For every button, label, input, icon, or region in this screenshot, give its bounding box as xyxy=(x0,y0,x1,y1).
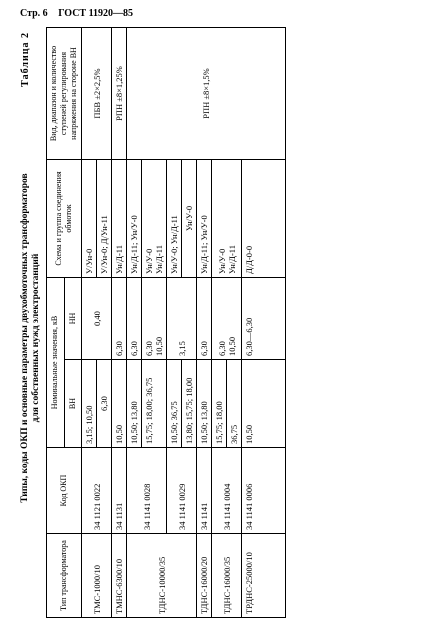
cell-nn: 6,30 xyxy=(197,278,212,360)
cell-okp: 34 1141 0004 xyxy=(212,448,242,534)
cell-vn: 15,75; 18,00; 36,75 xyxy=(142,360,167,448)
cell-nn xyxy=(212,278,242,360)
cell-okp: 34 1141 0028 xyxy=(127,448,167,534)
cell-nn: 6,30—6,30 xyxy=(242,278,286,360)
cell-nn: 3,15 xyxy=(167,278,197,360)
table-title xyxy=(20,58,42,618)
standard-code: ГОСТ 11920—85 xyxy=(58,8,134,19)
cell-regulation: РПН ±8×1,25% xyxy=(112,28,127,160)
cell-type: ТДНС-10000/35 xyxy=(127,534,197,618)
scheme-value: Ун/У-0 xyxy=(144,248,154,274)
cell-vn: 10,50; 13,80 xyxy=(127,360,142,448)
cell-type: ТДНС-16000/35 xyxy=(212,534,242,618)
scheme-value: Ун/Д-11 xyxy=(226,245,237,274)
cell-scheme: Ун/Д-11; Ун/У-0 xyxy=(127,160,142,278)
cell-nn xyxy=(142,278,167,360)
rotated-content xyxy=(20,28,412,618)
table-row xyxy=(127,28,142,618)
cell-okp: 34 1141 0006 xyxy=(242,448,286,534)
cell-okp: 34 1121 0022 xyxy=(82,448,112,534)
cell-scheme xyxy=(142,160,167,278)
cell-scheme: Д/Д-0-0 xyxy=(242,160,286,278)
cell-vn: 13,80; 15,75; 18,00 xyxy=(182,360,197,448)
cell-type: ТМНС-6300/10 xyxy=(112,534,127,618)
cell-vn: 10,50 xyxy=(112,360,127,448)
cell-regulation: РПН ±8×1,5% xyxy=(127,28,286,160)
cell-vn: 10,50; 36,75 xyxy=(167,360,182,448)
page-number: Стр. 6 xyxy=(20,8,48,19)
scheme-value: Ун/У-0 xyxy=(216,248,227,274)
nn-value: 10,50 xyxy=(226,336,237,356)
cell-okp: 34 1141 0029 xyxy=(167,448,197,534)
nn-value: 6,30 xyxy=(216,341,227,356)
col-type: Тип трансформатора xyxy=(47,534,82,618)
header-row xyxy=(47,28,65,618)
cell-scheme: Ун/Д-11; Ун/У-0 xyxy=(197,160,212,278)
cell-type: ТМС-1000/10 xyxy=(82,534,112,618)
nn-value: 10,50 xyxy=(154,336,164,356)
cell-type: ТДНС-16000/20 xyxy=(197,534,212,618)
cell-vn: 36,75 xyxy=(227,360,242,448)
cell-scheme xyxy=(212,160,242,278)
cell-regulation: ПБВ ±2×2,5% xyxy=(82,28,112,160)
col-regulation: Вид, диапазон и количество ступеней регулирования напряжения на стороне ВН xyxy=(47,28,82,160)
page-header xyxy=(20,8,416,19)
cell-nn: 6,30 xyxy=(112,278,127,360)
col-nn: НН xyxy=(64,278,82,360)
scheme-value: Ун/Д-11 xyxy=(154,245,164,274)
col-vn: ВН xyxy=(64,360,82,448)
cell-okp: 34 1131 xyxy=(112,448,127,534)
table-row xyxy=(112,28,127,618)
col-okp: Код ОКП xyxy=(47,448,82,534)
cell-vn: 10,50; 13,80 xyxy=(197,360,212,448)
cell-scheme: Ун/Д-11 xyxy=(112,160,127,278)
cell-scheme: Ун/У-0 xyxy=(182,160,197,278)
cell-vn: 3,15; 10,50 xyxy=(82,360,97,448)
title-line-1: Типы, коды ОКП и основные параметры двухобмоточных трансформаторов xyxy=(20,173,30,503)
cell-nn: 0,40 xyxy=(82,278,112,360)
cell-scheme: У/Ун-0; Д/Ун-11 xyxy=(97,160,112,278)
col-nominal: Номинальные значения, кВ xyxy=(47,278,65,448)
cell-vn: 15,75; 18,00 xyxy=(212,360,227,448)
table-number: Таблица 2 xyxy=(20,32,31,87)
parameters-table xyxy=(46,27,286,618)
cell-type: ТРДНС-25000/10 xyxy=(242,534,286,618)
cell-vn: 10,50 xyxy=(242,360,286,448)
nn-value: 6,30 xyxy=(144,341,154,356)
cell-okp: 34 1141 xyxy=(197,448,212,534)
cell-scheme: У/Ун-0 xyxy=(82,160,97,278)
cell-nn: 6,30 xyxy=(127,278,142,360)
cell-vn: 6,30 xyxy=(97,360,112,448)
col-scheme: Схема и группа соединения обмоток xyxy=(47,160,82,278)
cell-scheme: Ун/У-0; Ун/Д-11 xyxy=(167,160,182,278)
title-line-2: для собственных нужд электростанций xyxy=(31,253,41,423)
table-row xyxy=(82,28,97,618)
